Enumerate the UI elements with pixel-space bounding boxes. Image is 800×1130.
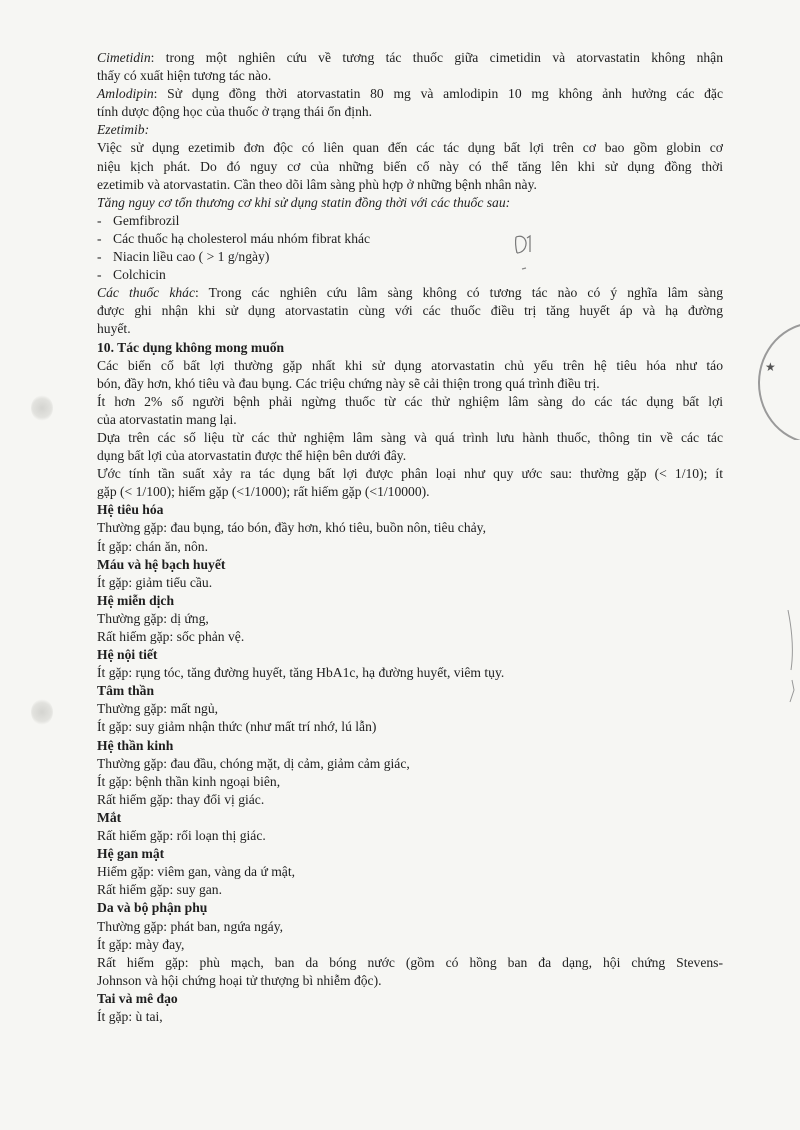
paragraph-line: Ít gặp: ù tai, <box>97 1008 163 1024</box>
paragraph-line: Ít hơn 2% số người bệnh phải ngừng thuốc từ các thử nghiệm lâm sàng do các tác dụng bất lợi <box>97 393 723 409</box>
inline-label: Các thuốc khác <box>97 285 195 301</box>
paragraph-line <box>97 284 723 302</box>
paragraph-line: Hiếm gặp: viêm gan, vàng da ứ mật, <box>97 864 296 880</box>
paragraph-line: Ít gặp: bệnh thần kinh ngoại biên, <box>97 773 281 789</box>
paragraph-line: Ít gặp: mày đay, <box>97 936 185 952</box>
paragraph-line: Ít gặp: chán ăn, nôn. <box>97 538 208 554</box>
section-heading: 10. Tác dụng không mong muốn <box>97 339 285 355</box>
italic-subheading: Ezetimib: <box>97 122 150 138</box>
paragraph-line: Thường gặp: mất ngủ, <box>97 701 219 717</box>
paragraph-line: Rất hiếm gặp: rối loạn thị giác. <box>97 828 266 844</box>
page-edge-mark <box>786 610 796 720</box>
paragraph-line: Thường gặp: dị ứng, <box>97 610 209 626</box>
bullet-item <box>97 212 723 230</box>
section-heading: Hệ gan mật <box>97 846 165 862</box>
punch-hole-bottom <box>31 699 53 725</box>
paragraph-line: Rất hiếm gặp: sốc phản vệ. <box>97 629 245 644</box>
paragraph-line: Ít gặp: giảm tiểu cầu. <box>97 574 213 590</box>
section-heading: Hệ miễn dịch <box>97 592 175 608</box>
bullet-text: Colchicin <box>113 267 166 283</box>
bullet-item <box>97 230 723 248</box>
inline-label: Cimetidin <box>97 50 151 65</box>
line-text: : Trong các nghiên cứu lâm sàng không có tương tác nào có ý nghĩa lâm sàng <box>194 285 723 301</box>
paragraph-line: của atorvastatin mang lại. <box>97 411 237 427</box>
paragraph-line <box>97 49 723 67</box>
paragraph-line: tính dược động học của thuốc ở trạng thái ổn định. <box>97 104 373 120</box>
line-text: : Sử dụng đồng thời atorvastatin 80 mg và amlodipin 10 mg không ảnh hưởng các đặc <box>153 86 723 102</box>
paragraph-line: Thường gặp: đau đầu, chóng mặt, dị cảm, giảm cảm giác, <box>97 755 410 771</box>
line-text: : trong một nghiên cứu về tương tác thuốc giữa cimetidin và atorvastatin không nhận <box>150 50 723 65</box>
bullet-dash: - <box>97 212 102 228</box>
bullet-dash: - <box>97 249 102 265</box>
paragraph-line: Ít gặp: suy giảm nhận thức (như mất trí nhớ, lú lẫn) <box>97 719 377 735</box>
section-heading: Hệ nội tiết <box>97 647 158 663</box>
stamp-partial <box>752 322 800 440</box>
bullet-text: Niacin liều cao ( > 1 g/ngày) <box>113 249 270 265</box>
paragraph-line <box>97 85 723 103</box>
paragraph-line: Rất hiếm gặp: phù mạch, ban da bóng nước (gồm có hồng ban đa dạng, hội chứng Stevens- <box>97 954 723 970</box>
section-heading: Tâm thần <box>97 683 155 699</box>
bullet-dash: - <box>97 230 102 246</box>
paragraph-line: thấy có xuất hiện tương tác nào. <box>97 68 272 84</box>
italic-subheading: Tăng nguy cơ tổn thương cơ khi sử dụng statin đồng thời với các thuốc sau: <box>97 194 511 210</box>
paragraph-line: niệu kịch phát. Do đó nguy cơ của những biến cố này có thể tăng lên khi sử dụng đồng thời <box>97 158 723 174</box>
paragraph-line: Thường gặp: đau bụng, táo bón, đầy hơn, khó tiêu, buồn nôn, tiêu chảy, <box>97 520 486 536</box>
section-heading: Hệ thần kinh <box>97 737 174 753</box>
paragraph-line: Ước tính tần suất xảy ra tác dụng bất lợi được phân loại như quy ước sau: thường gặp (< 1/10); ít <box>97 466 723 482</box>
section-heading: Hệ tiêu hóa <box>97 502 164 518</box>
paragraph-line: Ít gặp: rụng tóc, tăng đường huyết, tăng HbA1c, hạ đường huyết, viêm tụy. <box>97 665 505 681</box>
bullet-item <box>97 248 723 266</box>
paragraph-line: dụng bất lợi của atorvastatin được thể hiện bên dưới đây. <box>97 448 407 464</box>
paragraph-line: Việc sử dụng ezetimib đơn độc có liên quan đến các tác dụng bất lợi trên cơ bao gồm globin cơ <box>97 140 723 156</box>
document-body <box>97 49 723 1026</box>
stamp-star-icon: ★ <box>765 360 776 374</box>
bullet-text: Các thuốc hạ cholesterol máu nhóm fibrat khác <box>113 230 371 246</box>
paragraph-line: Các biến cố bất lợi thường gặp nhất khi sử dụng atorvastatin chủ yếu trên hệ tiêu hóa như táo <box>97 357 723 373</box>
bullet-item <box>97 266 723 284</box>
bullet-dash: - <box>97 267 102 283</box>
paragraph-line: bón, đầy hơn, khó tiêu và đau bụng. Các triệu chứng này sẽ cải thiện trong quá trình điều trị. <box>97 375 600 391</box>
paragraph-line: gặp (< 1/100); hiếm gặp (<1/1000); rất hiếm gặp (<1/10000). <box>97 484 430 500</box>
section-heading: Tai và mê đạo <box>97 990 178 1006</box>
section-heading: Mắt <box>97 809 122 825</box>
paragraph-line: Rất hiếm gặp: suy gan. <box>97 882 222 898</box>
stamp-ring <box>758 322 800 440</box>
paragraph-line: được ghi nhận khi sử dụng atorvastatin cùng với các thuốc điều trị tăng huyết áp và hạ đường <box>97 303 723 319</box>
paragraph-line: Dựa trên các số liệu từ các thử nghiệm lâm sàng và quá trình lưu hành thuốc, thông tin về các tác <box>97 429 723 445</box>
bullet-text: Gemfibrozil <box>113 212 180 228</box>
paragraph-line: Johnson và hội chứng hoại tử thượng bì nhiễm độc). <box>97 972 382 988</box>
paragraph-line: Rất hiếm gặp: thay đổi vị giác. <box>97 791 265 807</box>
section-heading: Máu và hệ bạch huyết <box>97 556 226 572</box>
paragraph-line: Thường gặp: phát ban, ngứa ngáy, <box>97 918 284 934</box>
section-heading: Da và bộ phận phụ <box>97 900 208 916</box>
paragraph-line: ezetimib và atorvastatin. Cần theo dõi lâm sàng phù hợp ở những bệnh nhân này. <box>97 176 537 192</box>
paragraph-line: huyết. <box>97 321 131 337</box>
inline-label: Amlodipin <box>97 86 154 102</box>
punch-hole-top <box>31 395 53 421</box>
